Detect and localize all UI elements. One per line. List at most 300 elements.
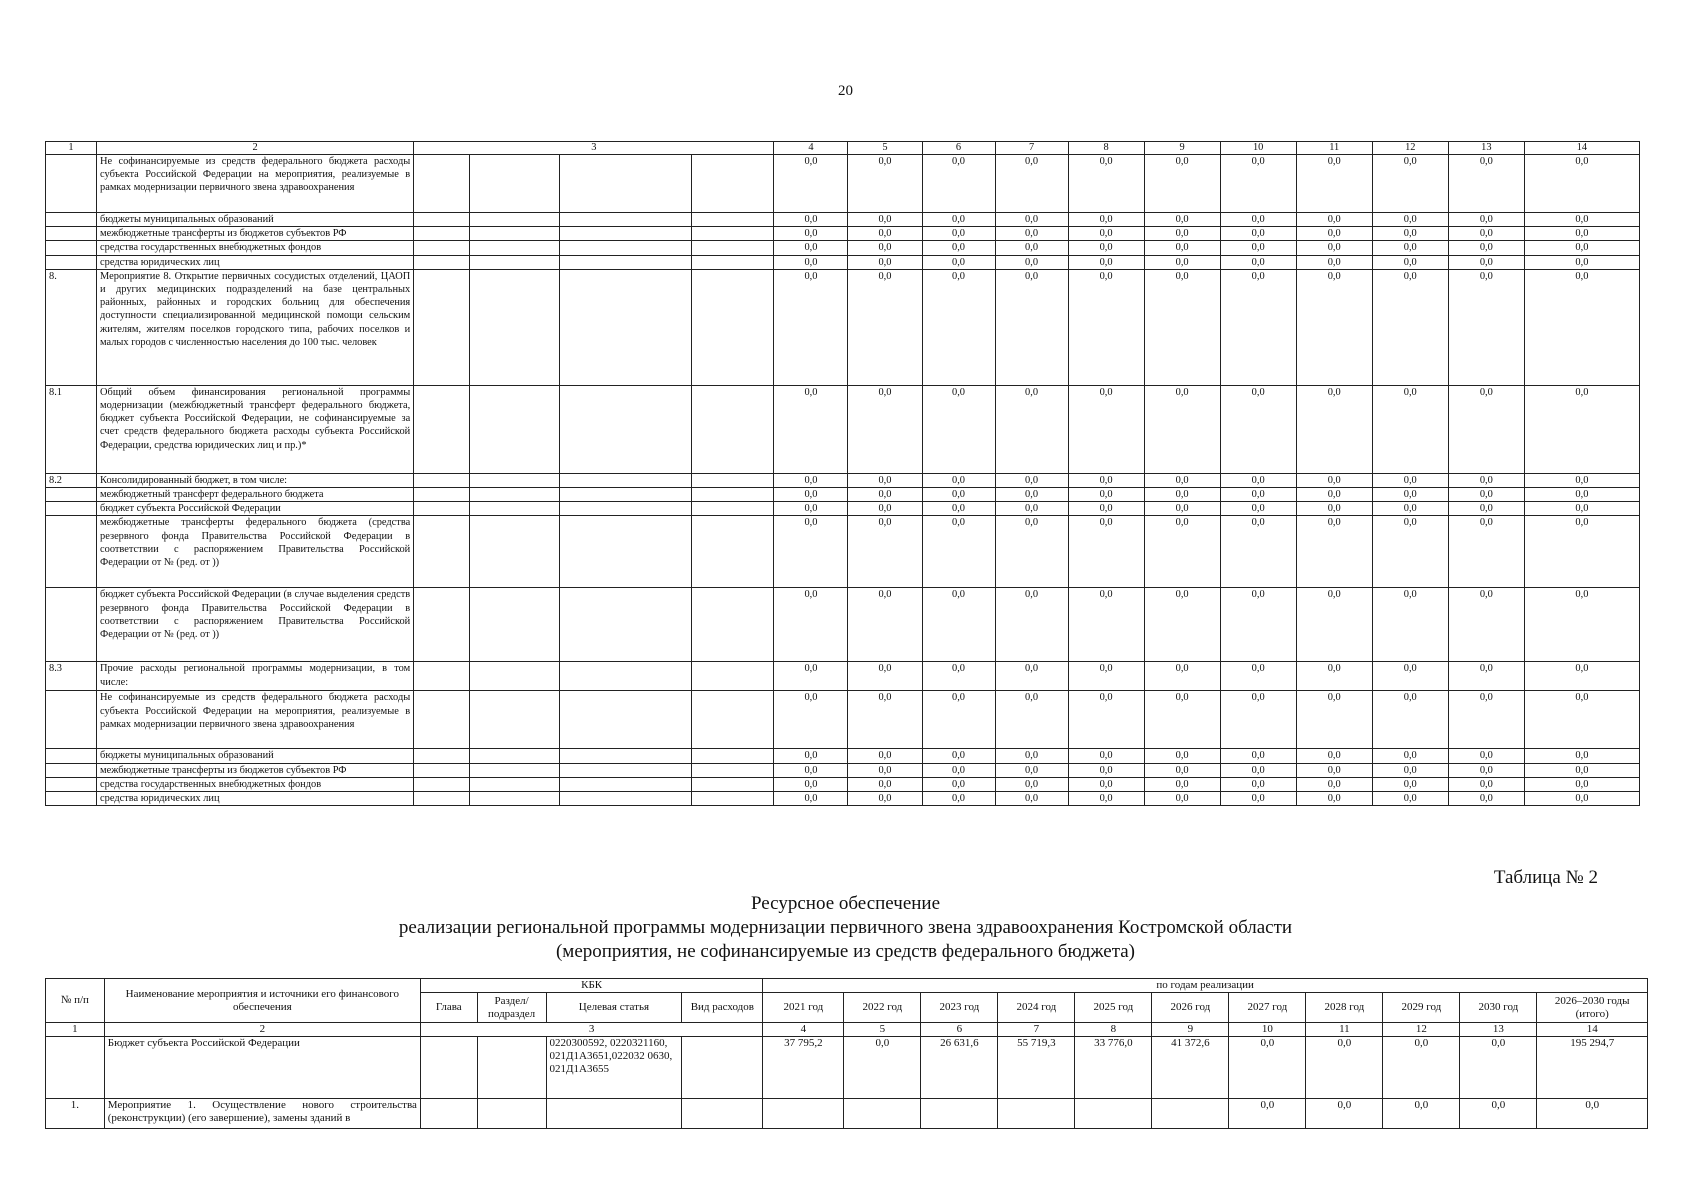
empty-cell	[470, 269, 560, 385]
table2-index-cell: 11	[1306, 1023, 1383, 1037]
table-title	[0, 892, 1691, 964]
value-cell: 0,0	[1372, 749, 1448, 763]
table2-index-cell: 3	[420, 1023, 762, 1037]
table1-header-cell: 11	[1296, 142, 1372, 155]
col-header-section: Раздел/ подраздел	[477, 993, 546, 1023]
empty-cell	[420, 1037, 477, 1099]
value-cell: 0,0	[922, 749, 995, 763]
empty-cell	[692, 488, 774, 502]
table1-header-cell: 8	[1068, 142, 1144, 155]
table1-header-cell: 4	[774, 142, 848, 155]
value-cell: 0,0	[1448, 488, 1524, 502]
empty-cell	[470, 516, 560, 588]
row-number	[46, 502, 97, 516]
value-cell: 0,0	[1372, 792, 1448, 806]
empty-cell	[470, 749, 560, 763]
table-row	[46, 792, 1640, 806]
empty-cell	[692, 777, 774, 791]
value-cell: 0,0	[848, 155, 922, 213]
value-cell: 0,0	[1448, 516, 1524, 588]
value-cell: 0,0	[848, 792, 922, 806]
empty-cell	[560, 792, 692, 806]
value-cell: 0,0	[1144, 255, 1220, 269]
row-number: 8.2	[46, 473, 97, 487]
value-cell: 0,0	[1448, 385, 1524, 473]
table1-header-cell: 12	[1372, 142, 1448, 155]
row-name: Мероприятие 1. Осуществление нового строительства (реконструкции) (его завершение), замены зданий в	[104, 1099, 420, 1129]
value-cell: 0,0	[995, 269, 1068, 385]
value-cell: 0,0	[1296, 155, 1372, 213]
empty-cell	[414, 763, 470, 777]
value-cell: 0,0	[995, 241, 1068, 255]
value-cell: 0,0	[1460, 1099, 1537, 1129]
value-cell: 0,0	[1296, 385, 1372, 473]
col-header-year: 2028 год	[1306, 993, 1383, 1023]
col-header-year: 2022 год	[844, 993, 921, 1023]
col-header-chapter: Глава	[420, 993, 477, 1023]
row-name: бюджеты муниципальных образований	[97, 213, 414, 227]
empty-cell	[560, 516, 692, 588]
table-row	[46, 763, 1640, 777]
table2-index-cell: 14	[1537, 1023, 1648, 1037]
table1-header-cell: 6	[922, 142, 995, 155]
value-cell: 0,0	[995, 792, 1068, 806]
table2-index-cell: 10	[1229, 1023, 1306, 1037]
value-cell: 0,0	[1144, 588, 1220, 662]
value-cell: 0,0	[995, 473, 1068, 487]
empty-cell	[470, 255, 560, 269]
value-cell: 0,0	[774, 792, 848, 806]
value-cell: 0,0	[1144, 516, 1220, 588]
value-cell: 0,0	[1220, 255, 1296, 269]
empty-cell	[470, 662, 560, 691]
value-cell: 0,0	[774, 488, 848, 502]
value-cell: 0,0	[848, 488, 922, 502]
empty-cell	[560, 385, 692, 473]
row-name: бюджеты муниципальных образований	[97, 749, 414, 763]
row-name: Мероприятие 8. Открытие первичных сосудистых отделений, ЦАОП и других медицинских подразделений на базе центральных районных, районных и городских больниц для обеспечения доступности специализированной медицинской помощи сельским жителям, жителям поселков городского типа, рабочих поселков и малых городов с численностью населения до 100 тыс. человек	[97, 269, 414, 385]
table-row	[46, 227, 1640, 241]
empty-cell	[414, 777, 470, 791]
value-cell: 0,0	[1296, 749, 1372, 763]
value-cell	[763, 1099, 844, 1129]
value-cell: 0,0	[1068, 213, 1144, 227]
value-cell: 0,0	[1524, 777, 1639, 791]
value-cell: 26 631,6	[921, 1037, 998, 1099]
value-cell: 0,0	[1068, 241, 1144, 255]
empty-cell	[560, 473, 692, 487]
table-row	[46, 255, 1640, 269]
table2-index-cell: 12	[1383, 1023, 1460, 1037]
empty-cell	[692, 662, 774, 691]
value-cell: 0,0	[1220, 385, 1296, 473]
value-cell: 0,0	[1372, 502, 1448, 516]
value-cell: 0,0	[1144, 792, 1220, 806]
row-number	[46, 488, 97, 502]
value-cell: 0,0	[1524, 792, 1639, 806]
table-row	[46, 473, 1640, 487]
table-row	[46, 691, 1640, 749]
value-cell: 0,0	[1372, 473, 1448, 487]
value-cell: 0,0	[922, 777, 995, 791]
row-number	[46, 516, 97, 588]
value-cell: 0,0	[1524, 255, 1639, 269]
row-number: 8.	[46, 269, 97, 385]
empty-cell	[414, 155, 470, 213]
value-cell: 0,0	[995, 227, 1068, 241]
value-cell: 0,0	[1524, 588, 1639, 662]
row-number	[46, 1037, 105, 1099]
col-header-year: 2021 год	[763, 993, 844, 1023]
value-cell	[921, 1099, 998, 1129]
value-cell: 0,0	[1296, 502, 1372, 516]
value-cell: 0,0	[1220, 662, 1296, 691]
value-cell: 0,0	[995, 155, 1068, 213]
value-cell: 0,0	[1448, 763, 1524, 777]
col-header-name: Наименование мероприятия и источники его финансового обеспечения	[104, 979, 420, 1023]
value-cell: 0,0	[1306, 1037, 1383, 1099]
value-cell: 0,0	[1296, 588, 1372, 662]
value-cell: 0,0	[922, 227, 995, 241]
value-cell: 0,0	[922, 588, 995, 662]
value-cell: 0,0	[1448, 588, 1524, 662]
row-number: 8.3	[46, 662, 97, 691]
empty-cell	[682, 1099, 763, 1129]
row-number	[46, 792, 97, 806]
value-cell: 0,0	[1372, 385, 1448, 473]
empty-cell	[692, 516, 774, 588]
value-cell: 0,0	[774, 473, 848, 487]
row-number	[46, 763, 97, 777]
value-cell: 0,0	[995, 588, 1068, 662]
empty-cell	[470, 385, 560, 473]
value-cell: 0,0	[922, 155, 995, 213]
value-cell: 0,0	[922, 488, 995, 502]
value-cell: 0,0	[848, 255, 922, 269]
value-cell: 0,0	[922, 473, 995, 487]
empty-cell	[560, 662, 692, 691]
value-cell: 0,0	[774, 777, 848, 791]
row-target-item: 0220300592, 0220321160, 021Д1А3651,022032 0630, 021Д1А3655	[546, 1037, 682, 1099]
value-cell: 0,0	[1296, 792, 1372, 806]
row-name: межбюджетный трансферт федерального бюджета	[97, 488, 414, 502]
table1-header-cell: 9	[1144, 142, 1220, 155]
table1-header-cell: 10	[1220, 142, 1296, 155]
empty-cell	[414, 502, 470, 516]
value-cell: 0,0	[1296, 241, 1372, 255]
value-cell: 0,0	[1068, 691, 1144, 749]
value-cell: 0,0	[995, 502, 1068, 516]
empty-cell	[692, 241, 774, 255]
value-cell: 0,0	[1068, 155, 1144, 213]
table2-index-cell: 7	[998, 1023, 1075, 1037]
row-number	[46, 255, 97, 269]
value-cell: 0,0	[1448, 255, 1524, 269]
value-cell: 0,0	[1068, 502, 1144, 516]
empty-cell	[692, 155, 774, 213]
value-cell: 0,0	[1220, 588, 1296, 662]
value-cell: 0,0	[995, 385, 1068, 473]
col-header-year: 2023 год	[921, 993, 998, 1023]
row-name: средства государственных внебюджетных фондов	[97, 777, 414, 791]
empty-cell	[692, 227, 774, 241]
value-cell: 0,0	[995, 777, 1068, 791]
value-cell	[844, 1099, 921, 1129]
value-cell: 0,0	[1296, 473, 1372, 487]
table-row	[46, 385, 1640, 473]
value-cell: 0,0	[995, 255, 1068, 269]
table2-index-cell: 1	[46, 1023, 105, 1037]
empty-cell	[560, 269, 692, 385]
empty-cell	[560, 588, 692, 662]
value-cell: 0,0	[1068, 227, 1144, 241]
resource-table	[45, 978, 1648, 1129]
table1-header-cell: 13	[1448, 142, 1524, 155]
table-row	[46, 516, 1640, 588]
empty-cell	[470, 763, 560, 777]
empty-cell	[414, 227, 470, 241]
value-cell: 37 795,2	[763, 1037, 844, 1099]
col-header-year: 2026 год	[1152, 993, 1229, 1023]
empty-cell	[692, 473, 774, 487]
value-cell: 0,0	[1372, 155, 1448, 213]
value-cell: 0,0	[774, 749, 848, 763]
row-name: межбюджетные трансферты федерального бюджета (средства резервного фонда Правительства Российской Федерации в соответствии с распоряжением Правительства Российской Федерации от № (ред. от ))	[97, 516, 414, 588]
table-row	[46, 588, 1640, 662]
value-cell: 0,0	[995, 488, 1068, 502]
row-number	[46, 749, 97, 763]
value-cell: 0,0	[1448, 749, 1524, 763]
value-cell: 0,0	[774, 155, 848, 213]
value-cell: 0,0	[1372, 662, 1448, 691]
empty-cell	[692, 763, 774, 777]
value-cell: 0,0	[848, 213, 922, 227]
table-row	[46, 749, 1640, 763]
row-name: бюджет субъекта Российской Федерации	[97, 502, 414, 516]
value-cell: 0,0	[1220, 227, 1296, 241]
value-cell: 0,0	[1220, 502, 1296, 516]
row-name: средства юридических лиц	[97, 792, 414, 806]
col-header-expense-type: Вид расходов	[682, 993, 763, 1023]
value-cell: 0,0	[1229, 1037, 1306, 1099]
empty-cell	[420, 1099, 477, 1129]
value-cell: 0,0	[1068, 777, 1144, 791]
table1-header-cell: 5	[848, 142, 922, 155]
value-cell: 0,0	[1524, 502, 1639, 516]
value-cell: 0,0	[1220, 269, 1296, 385]
value-cell: 0,0	[1524, 227, 1639, 241]
value-cell: 0,0	[922, 385, 995, 473]
value-cell: 0,0	[1448, 155, 1524, 213]
value-cell: 0,0	[1524, 269, 1639, 385]
value-cell: 0,0	[848, 588, 922, 662]
value-cell: 0,0	[774, 269, 848, 385]
value-cell: 0,0	[1220, 792, 1296, 806]
value-cell: 0,0	[1524, 691, 1639, 749]
value-cell: 0,0	[1068, 516, 1144, 588]
value-cell: 0,0	[1220, 473, 1296, 487]
value-cell: 0,0	[1448, 502, 1524, 516]
empty-cell	[560, 763, 692, 777]
value-cell: 0,0	[995, 763, 1068, 777]
value-cell: 0,0	[848, 241, 922, 255]
col-header-year: 2029 год	[1383, 993, 1460, 1023]
value-cell: 0,0	[774, 227, 848, 241]
value-cell: 0,0	[1524, 385, 1639, 473]
row-name: средства государственных внебюджетных фондов	[97, 241, 414, 255]
row-number	[46, 213, 97, 227]
row-number	[46, 241, 97, 255]
table-row	[46, 241, 1640, 255]
empty-cell	[470, 155, 560, 213]
value-cell: 0,0	[1448, 213, 1524, 227]
table-row	[46, 213, 1640, 227]
value-cell: 0,0	[922, 516, 995, 588]
value-cell: 0,0	[1306, 1099, 1383, 1129]
value-cell: 0,0	[848, 763, 922, 777]
value-cell: 0,0	[774, 241, 848, 255]
value-cell: 0,0	[1220, 777, 1296, 791]
value-cell: 0,0	[1220, 241, 1296, 255]
empty-cell	[414, 385, 470, 473]
empty-cell	[470, 213, 560, 227]
value-cell: 0,0	[1372, 777, 1448, 791]
value-cell: 0,0	[922, 269, 995, 385]
value-cell: 0,0	[922, 763, 995, 777]
value-cell: 0,0	[1220, 691, 1296, 749]
row-number: 8.1	[46, 385, 97, 473]
row-target-item	[546, 1099, 682, 1129]
value-cell: 0,0	[1296, 662, 1372, 691]
value-cell: 0,0	[1068, 269, 1144, 385]
value-cell: 0,0	[1144, 155, 1220, 213]
value-cell: 0,0	[844, 1037, 921, 1099]
value-cell: 0,0	[1068, 385, 1144, 473]
table-label: Таблица № 2	[1493, 867, 1598, 888]
value-cell: 0,0	[922, 213, 995, 227]
empty-cell	[560, 777, 692, 791]
value-cell: 0,0	[1524, 488, 1639, 502]
table-row	[46, 1099, 1648, 1129]
value-cell: 0,0	[1144, 749, 1220, 763]
table2-header-row	[46, 979, 1648, 993]
value-cell: 0,0	[1144, 241, 1220, 255]
value-cell: 0,0	[1448, 777, 1524, 791]
empty-cell	[470, 241, 560, 255]
value-cell: 0,0	[848, 662, 922, 691]
empty-cell	[414, 749, 470, 763]
value-cell: 0,0	[922, 255, 995, 269]
table-row	[46, 155, 1640, 213]
empty-cell	[470, 777, 560, 791]
value-cell: 0,0	[1537, 1099, 1648, 1129]
empty-cell	[560, 502, 692, 516]
empty-cell	[470, 792, 560, 806]
table-row	[46, 777, 1640, 791]
value-cell: 0,0	[774, 763, 848, 777]
row-number	[46, 691, 97, 749]
empty-cell	[560, 488, 692, 502]
value-cell: 0,0	[774, 691, 848, 749]
col-header-year: 2030 год	[1460, 993, 1537, 1023]
value-cell: 0,0	[848, 269, 922, 385]
value-cell: 0,0	[1144, 488, 1220, 502]
value-cell: 0,0	[1524, 213, 1639, 227]
table2-index-cell: 5	[844, 1023, 921, 1037]
row-name: межбюджетные трансферты из бюджетов субъектов РФ	[97, 763, 414, 777]
empty-cell	[477, 1099, 546, 1129]
value-cell: 0,0	[995, 662, 1068, 691]
value-cell: 0,0	[995, 749, 1068, 763]
value-cell	[998, 1099, 1075, 1129]
value-cell: 0,0	[1383, 1037, 1460, 1099]
value-cell: 0,0	[1372, 269, 1448, 385]
value-cell: 0,0	[1448, 792, 1524, 806]
row-name: Бюджет субъекта Российской Федерации	[104, 1037, 420, 1099]
value-cell: 0,0	[1144, 662, 1220, 691]
value-cell: 0,0	[1068, 763, 1144, 777]
row-name: средства юридических лиц	[97, 255, 414, 269]
row-number: 1.	[46, 1099, 105, 1129]
value-cell: 0,0	[1372, 588, 1448, 662]
value-cell: 0,0	[1144, 269, 1220, 385]
row-number	[46, 777, 97, 791]
empty-cell	[470, 502, 560, 516]
value-cell: 41 372,6	[1152, 1037, 1229, 1099]
empty-cell	[692, 749, 774, 763]
value-cell: 0,0	[1524, 763, 1639, 777]
value-cell: 0,0	[1372, 255, 1448, 269]
col-header-kbk: КБК	[420, 979, 762, 993]
value-cell: 0,0	[1220, 749, 1296, 763]
value-cell: 0,0	[1524, 662, 1639, 691]
table1-header-cell: 1	[46, 142, 97, 155]
row-name: Не софинансируемые из средств федерального бюджета расходы субъекта Российской Федерации на мероприятия, реализуемые в рамках модернизации первичного звена здравоохранения	[97, 155, 414, 213]
row-number	[46, 227, 97, 241]
value-cell: 0,0	[1448, 227, 1524, 241]
value-cell: 0,0	[774, 255, 848, 269]
value-cell: 0,0	[1296, 227, 1372, 241]
value-cell: 0,0	[1524, 241, 1639, 255]
table-row	[46, 502, 1640, 516]
funding-table-continued	[45, 141, 1640, 806]
value-cell: 0,0	[1144, 691, 1220, 749]
table-row	[46, 488, 1640, 502]
value-cell: 0,0	[1144, 763, 1220, 777]
value-cell: 0,0	[1372, 241, 1448, 255]
empty-cell	[692, 691, 774, 749]
row-number	[46, 588, 97, 662]
value-cell: 0,0	[1460, 1037, 1537, 1099]
value-cell: 0,0	[1144, 385, 1220, 473]
value-cell: 0,0	[1296, 777, 1372, 791]
table1-body	[46, 155, 1640, 806]
value-cell: 0,0	[1524, 473, 1639, 487]
col-header-no: № п/п	[46, 979, 105, 1023]
value-cell: 0,0	[848, 691, 922, 749]
value-cell: 0,0	[1296, 269, 1372, 385]
table2-index-cell: 13	[1460, 1023, 1537, 1037]
table1-header-cell: 3	[414, 142, 774, 155]
value-cell: 0,0	[1220, 763, 1296, 777]
value-cell: 0,0	[1229, 1099, 1306, 1129]
empty-cell	[414, 516, 470, 588]
value-cell: 0,0	[1448, 269, 1524, 385]
empty-cell	[692, 213, 774, 227]
value-cell	[1075, 1099, 1152, 1129]
value-cell: 0,0	[995, 213, 1068, 227]
empty-cell	[692, 588, 774, 662]
